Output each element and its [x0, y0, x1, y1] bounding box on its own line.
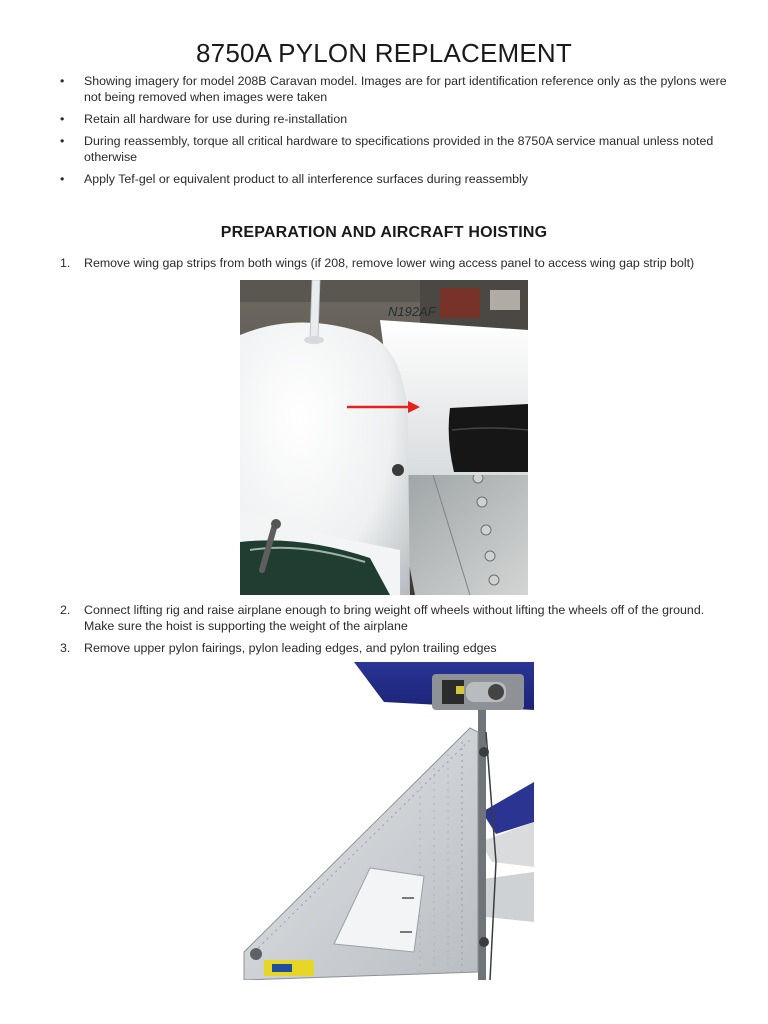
list-item-text: Retain all hardware for use during re-installation	[84, 112, 348, 126]
list-item	[60, 133, 730, 165]
list-item-text: Showing imagery for model 208B Caravan model. Images are for part identification reference only as the pylons were not being removed when images were taken	[84, 74, 727, 104]
bullet-marker: •	[60, 134, 65, 148]
step-text: Remove wing gap strips from both wings (if 208, remove lower wing access panel to access wing gap strip bolt)	[84, 256, 695, 270]
list-item	[60, 171, 730, 187]
bullet-marker: •	[60, 172, 65, 186]
list-item-text: Apply Tef-gel or equivalent product to all interference surfaces during reassembly	[84, 172, 529, 186]
step-item	[60, 255, 730, 271]
list-item	[60, 111, 730, 127]
step-item	[60, 640, 730, 656]
bullet-marker: •	[60, 112, 65, 126]
registration-text: N192AF	[388, 304, 436, 319]
notes-list	[60, 73, 730, 193]
step-text: Remove upper pylon fairings, pylon leading edges, and pylon trailing edges	[84, 641, 497, 655]
steps-list-b	[60, 602, 730, 662]
bullet-marker: •	[60, 74, 65, 88]
pylon-render	[234, 662, 534, 980]
step-number: 3.	[60, 641, 71, 655]
wing-gap-illustration	[240, 280, 528, 595]
step-item	[60, 602, 730, 634]
step-number: 1.	[60, 256, 71, 270]
page-title: 8750A PYLON REPLACEMENT	[196, 38, 572, 68]
pylon-illustration	[234, 662, 534, 980]
step-number: 2.	[60, 603, 71, 617]
step-text: Connect lifting rig and raise airplane enough to bring weight off wheels without lifting the wheels off of the ground. Make sure the hoist is supporting the weight of the airplane	[84, 603, 705, 633]
list-item	[60, 73, 730, 105]
steps-list-a	[60, 255, 730, 277]
section-heading: PREPARATION AND AIRCRAFT HOISTING	[220, 224, 548, 241]
wing-gap-photo	[240, 280, 528, 595]
list-item-text: During reassembly, torque all critical hardware to specifications provided in the 8750A service manual unless noted otherwise	[84, 134, 714, 164]
